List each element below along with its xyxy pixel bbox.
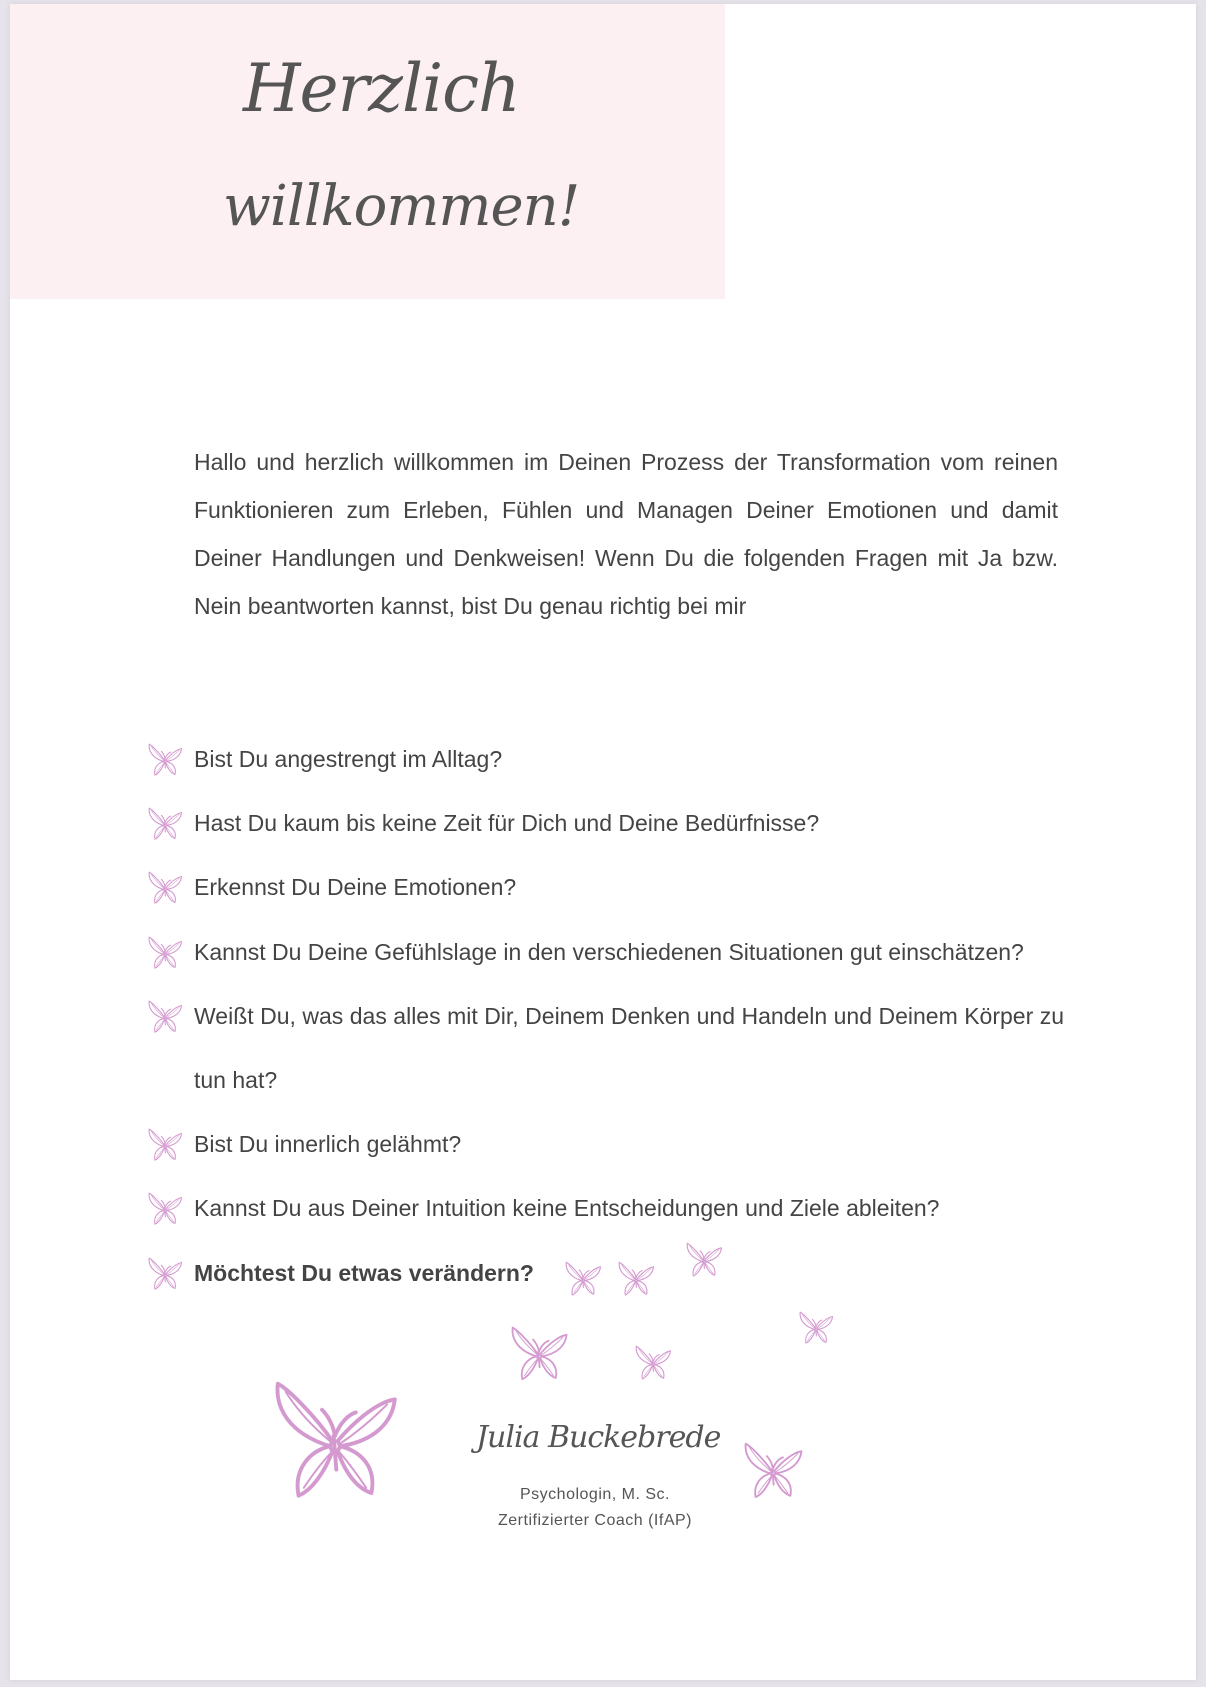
signature-name: Julia Buckebrede [476, 1420, 721, 1455]
question-text: Bist Du angestrengt im Alltag? [194, 746, 503, 772]
signature-credential: Zertifizierter Coach (IfAP) [498, 1512, 692, 1529]
question-text: Möchtest Du etwas verändern? [194, 1260, 534, 1286]
butterfly-icon [147, 999, 183, 1035]
question-item [194, 727, 1064, 791]
page-title-line-1: Herzlich [243, 50, 520, 127]
question-item [194, 920, 1064, 984]
butterfly-icon [685, 1241, 723, 1279]
question-text: Erkennst Du Deine Emotionen? [194, 874, 517, 900]
question-text: Kannst Du Deine Gefühlslage in den verschiedenen Situationen gut einschätzen? [194, 939, 1024, 965]
butterfly-icon [147, 1127, 183, 1163]
butterfly-icon [617, 1260, 655, 1298]
question-text: Weißt Du, was das alles mit Dir, Deinem Denken und Handeln und Deinem Körper zu tun hat? [194, 1003, 1064, 1093]
question-text: Kannst Du aus Deiner Intuition keine Entscheidungen und Ziele ableiten? [194, 1195, 940, 1221]
intro-paragraph: Hallo und herzlich willkommen im Deinen Prozess der Transformation vom reinen Funktionieren zum Erleben, Fühlen und Managen Deiner Emotionen und damit Deiner Handlungen und Denkweisen! Wenn Du die folgenden Fragen mit Ja bzw. Nein beantworten kannst, bist Du genau richtig bei mir [194, 449, 1058, 619]
butterfly-icon [147, 806, 183, 842]
butterfly-icon [147, 742, 183, 778]
question-item [194, 1112, 1064, 1176]
butterfly-icon [634, 1344, 672, 1382]
question-item [194, 984, 1064, 1112]
question-item [194, 1176, 1064, 1240]
question-text: Hast Du kaum bis keine Zeit für Dich und Deine Bedürfnisse? [194, 810, 820, 836]
butterfly-icon [742, 1440, 804, 1502]
page-title-line-2: willkommen! [223, 174, 580, 239]
butterfly-icon [270, 1376, 400, 1506]
butterfly-icon [147, 1256, 183, 1292]
butterfly-icon [147, 1191, 183, 1227]
butterfly-icon [798, 1310, 834, 1346]
question-text: Bist Du innerlich gelähmt? [194, 1131, 462, 1157]
butterfly-icon [509, 1324, 569, 1384]
butterfly-icon [564, 1260, 602, 1298]
signature-credential: Psychologin, M. Sc. [520, 1486, 670, 1503]
document-page [10, 4, 1196, 1680]
butterfly-icon [147, 935, 183, 971]
butterfly-icon [147, 870, 183, 906]
question-item [194, 791, 1064, 855]
question-item [194, 855, 1064, 919]
